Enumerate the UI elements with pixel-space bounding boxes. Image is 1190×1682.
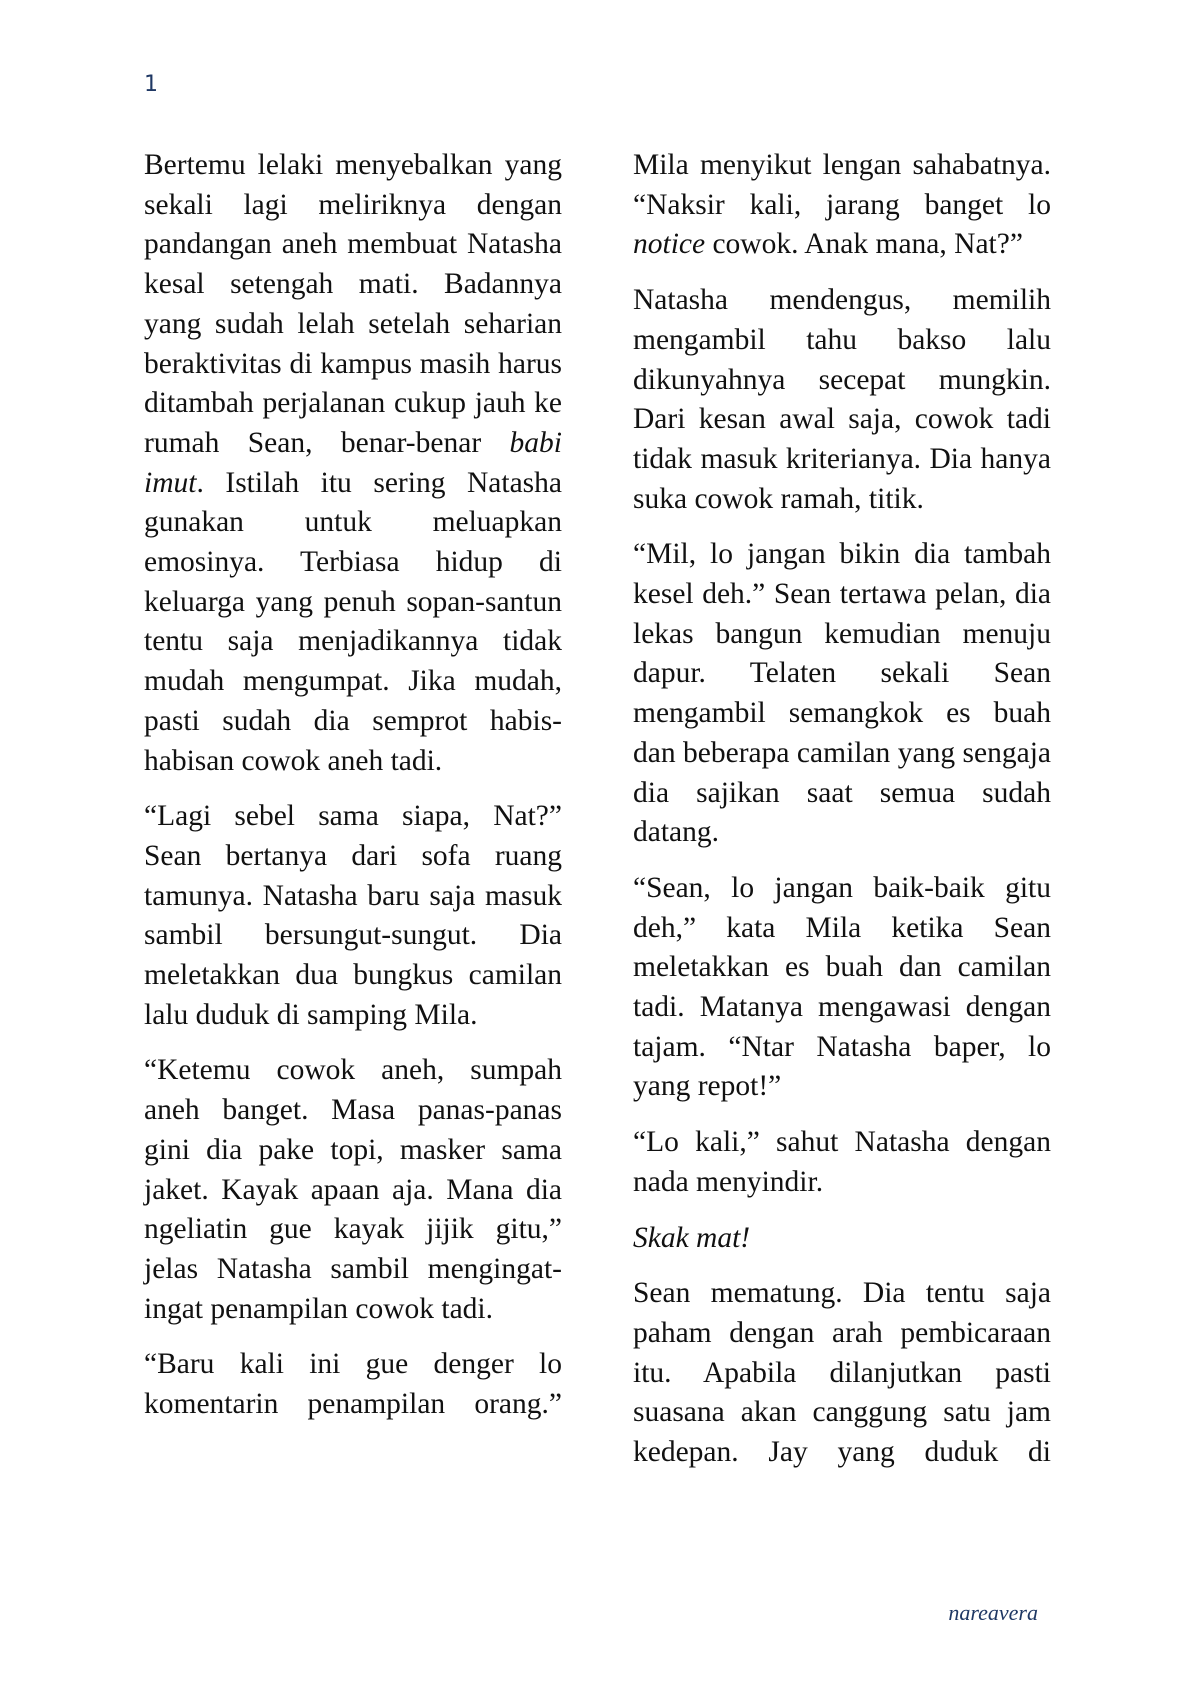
- left-column: [144, 146, 562, 1425]
- italic-term: babi imut: [144, 426, 562, 499]
- paragraph-text: cowok. Anak mana, Nat?”: [705, 228, 1023, 261]
- paragraph: “Sean, lo jangan baik-baik gitu deh,” kata Mila ketika Sean meletakkan es buah dan camilan tadi. Matanya mengawasi dengan tajam. “Ntar Natasha baper, lo yang repot!”: [633, 871, 1051, 1103]
- paragraph: [633, 146, 1051, 265]
- paragraph: [144, 146, 562, 781]
- paragraph: Natasha mendengus, memilih mengambil tahu bakso lalu dikunyahnya secepat mungkin. Dari kesan awal saja, cowok tadi tidak masuk kriterianya. Dia hanya suka cowok ramah, titik.: [633, 284, 1051, 515]
- footer-author: nareavera: [948, 1600, 1038, 1625]
- paragraph: “Lagi sebel sama siapa, Nat?” Sean bertanya dari sofa ruang tamunya. Natasha baru saja masuk sambil bersungut-sungut. Dia meletakkan dua bungkus camilan lalu duduk di samping Mila.: [144, 800, 562, 1031]
- paragraph-text: Mila menyikut lengan sahabatnya. “Naksir kali, jarang banget lo: [633, 149, 1051, 221]
- page-number: 1: [144, 72, 158, 97]
- paragraph: “Baru kali ini gue denger lo komentarin penampilan orang.”: [144, 1348, 562, 1421]
- paragraph: Sean mematung. Dia tentu saja paham dengan arah pembicaraan itu. Apabila dilanjutkan pasti suasana akan canggung satu jam kedepan. Jay yang duduk di: [633, 1277, 1051, 1469]
- italic-exclamation: Skak mat!: [633, 1221, 751, 1254]
- paragraph: “Mil, lo jangan bikin dia tambah kesel deh.” Sean tertawa pelan, dia lekas bangun kemudian menuju dapur. Telaten sekali Sean mengambil semangkok es buah dan beberapa camilan yang sengaja dia sajikan saat semua sudah datang.: [633, 538, 1051, 849]
- paragraph-text: . Istilah itu sering Natasha gunakan untuk meluapkan emosinya. Terbiasa hidup di keluarga yang penuh sopan-santun tentu saja menjadikannya tidak mudah mengumpat. Jika mudah, pasti sudah dia semprot habis-habisan cowok aneh tadi.: [144, 466, 562, 777]
- paragraph: [633, 1219, 1051, 1259]
- italic-term: notice: [633, 228, 706, 261]
- paragraph-text: Bertemu lelaki menyebalkan yang sekali lagi meliriknya dengan pandangan aneh membuat Natasha kesal setengah mati. Badannya yang sudah lelah setelah seharian beraktivitas di kampus masih harus ditambah perjalanan cukup jauh ke rumah Sean, benar-benar: [144, 149, 562, 459]
- paragraph: “Lo kali,” sahut Natasha dengan nada menyindir.: [633, 1126, 1051, 1198]
- right-column: [633, 146, 1051, 1473]
- paragraph: “Ketemu cowok aneh, sumpah aneh banget. Masa panas-panas gini dia pake topi, masker sama jaket. Kayak apaan aja. Mana dia ngeliatin gue kayak jijik gitu,” jelas Natasha sambil mengingat-ingat penampilan cowok tadi.: [144, 1054, 562, 1325]
